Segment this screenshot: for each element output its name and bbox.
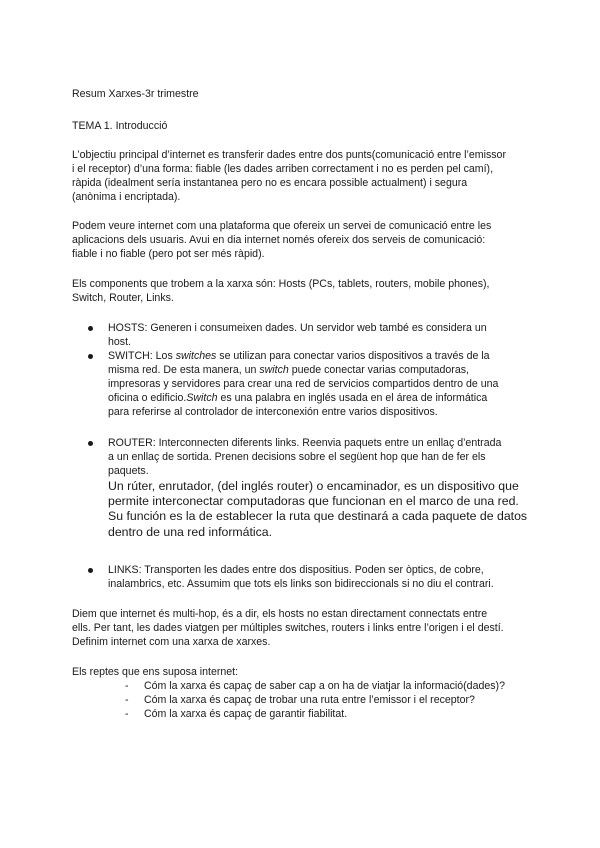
text-run: SWITCH: Los [108,350,176,362]
paragraph-line: ells. Per tant, les dades viatgen per múltiples switches, routers i links entre l’origen i el destí. [72,622,504,634]
dash-icon: - [125,708,129,720]
list-item-line: ROUTER: Interconnecten diferents links. Reenvia paquets entre un enllaç d’entrada [108,437,502,449]
challenge-text: Cóm la xarxa és capaç de garantir fiabilitat. [144,708,348,720]
list-item-line [108,363,542,377]
challenge-item [72,679,552,693]
paragraph-1 [72,148,534,204]
paragraph-line: Switch, Router, Links. [72,292,174,304]
list-item-line: dentro de una red informática. [108,524,273,539]
challenges-intro [72,665,534,679]
router-list [72,436,542,540]
paragraph-4 [72,607,534,649]
paragraph-line: ràpida (idealment sería instantanea pero no es encara possible actualment) i segura [72,177,468,189]
title-text: Resum Xarxes-3r trimestre [72,88,199,100]
paragraph-line: fiable i no fiable (pero pot ser més ràpid). [72,248,265,260]
list-item-line: permite interconectar computadoras que funcionan en el marco de una red. [108,494,519,509]
list-item-line: LINKS: Transporten les dades entre dos dispositius. Poden ser òptics, de cobre, [108,564,484,576]
list-item-line: para referirse al controlador de interconexión entre varios dispositivos. [108,406,438,418]
list-item-line: Su función es la de establecer la ruta que destinará a cada paquete de datos [108,509,528,524]
list-item-line: inalambrics, etc. Assumim que tots els links son bidireccionals si no diu el contrari. [108,578,494,590]
paragraph-line: Podem veure internet com una plataforma que ofereix un servei de comunicació entre les [72,220,492,232]
challenge-item [72,707,552,721]
text-run: puede conectar varias computadoras, [288,364,469,376]
list-item-line: impresoras y servidores para crear una red de servicios compartidos dentro de una [108,378,499,390]
list-item-line: paquets. [108,465,149,477]
section-heading-text: TEMA 1. Introducció [72,120,168,132]
paragraph-line: aplicacions dels usuaris. Avui en dia internet només ofereix dos serveis de comunicació: [72,234,486,246]
bullet-icon [88,568,93,573]
links-list [72,563,542,591]
list-item-line [108,391,542,405]
list-item-switch [72,349,542,419]
paragraph-line: Els components que trobem a la xarxa són: Hosts (PCs, tablets, routers, mobile phones), [72,278,490,290]
emphasis-text: switch [259,364,289,376]
text-run: misma red. De esta manera, un [108,364,260,376]
challenge-text: Cóm la xarxa és capaç de trobar una ruta entre l’emissor i el receptor? [144,694,475,706]
bullet-icon [88,326,93,331]
list-item-line: a un enllaç de sortida. Prenen decisions sobre el següent hop que han de fer els [108,451,486,463]
list-item-line [108,349,542,363]
challenge-item [72,693,552,707]
emphasis-text: switches [175,350,217,362]
text-run: se utilizan para conectar varios dispositivos a través de la [216,350,490,362]
emphasis-text: Switch [186,392,218,404]
challenges-list [72,679,552,721]
paragraph-line: Els reptes que ens suposa internet: [72,666,239,678]
list-item-router [72,436,542,540]
components-list [72,321,542,419]
list-item-links [72,563,542,591]
paragraph-2 [72,219,534,261]
text-run: oficina o edificio. [108,392,187,404]
bullet-icon [88,441,93,446]
paragraph-line: i el receptor) d’una forma: fiable (les dades arriben correctament i no es perden pel camí), [72,163,494,175]
bullet-icon [88,354,93,359]
challenge-text: Cóm la xarxa és capaç de saber cap a on ha de viatjar la informació(dades)? [144,680,505,692]
dash-icon: - [125,694,129,706]
paragraph-line: Definim internet com una xarxa de xarxes. [72,636,271,648]
section-heading [72,119,534,133]
document-title [72,87,534,101]
paragraph-line: L’objectiu principal d’internet es transferir dades entre dos punts(comunicació entre l’emissor [72,149,506,161]
paragraph-line: Diem que internet és multi-hop, és a dir, els hosts no estan directament connectats entre [72,608,488,620]
paragraph-3 [72,277,534,305]
list-item-line: HOSTS: Generen i consumeixen dades. Un servidor web també es considera un [108,322,487,334]
text-run: es una palabra en inglés usada en el área de informática [217,392,488,404]
dash-icon: - [125,680,129,692]
list-item-line: Un rúter, enrutador, (del inglés router) o encaminador, es un dispositivo que [108,479,519,493]
paragraph-line: (anònima i encriptada). [72,191,181,203]
list-item-line: host. [108,336,131,348]
list-item-hosts [72,321,542,349]
